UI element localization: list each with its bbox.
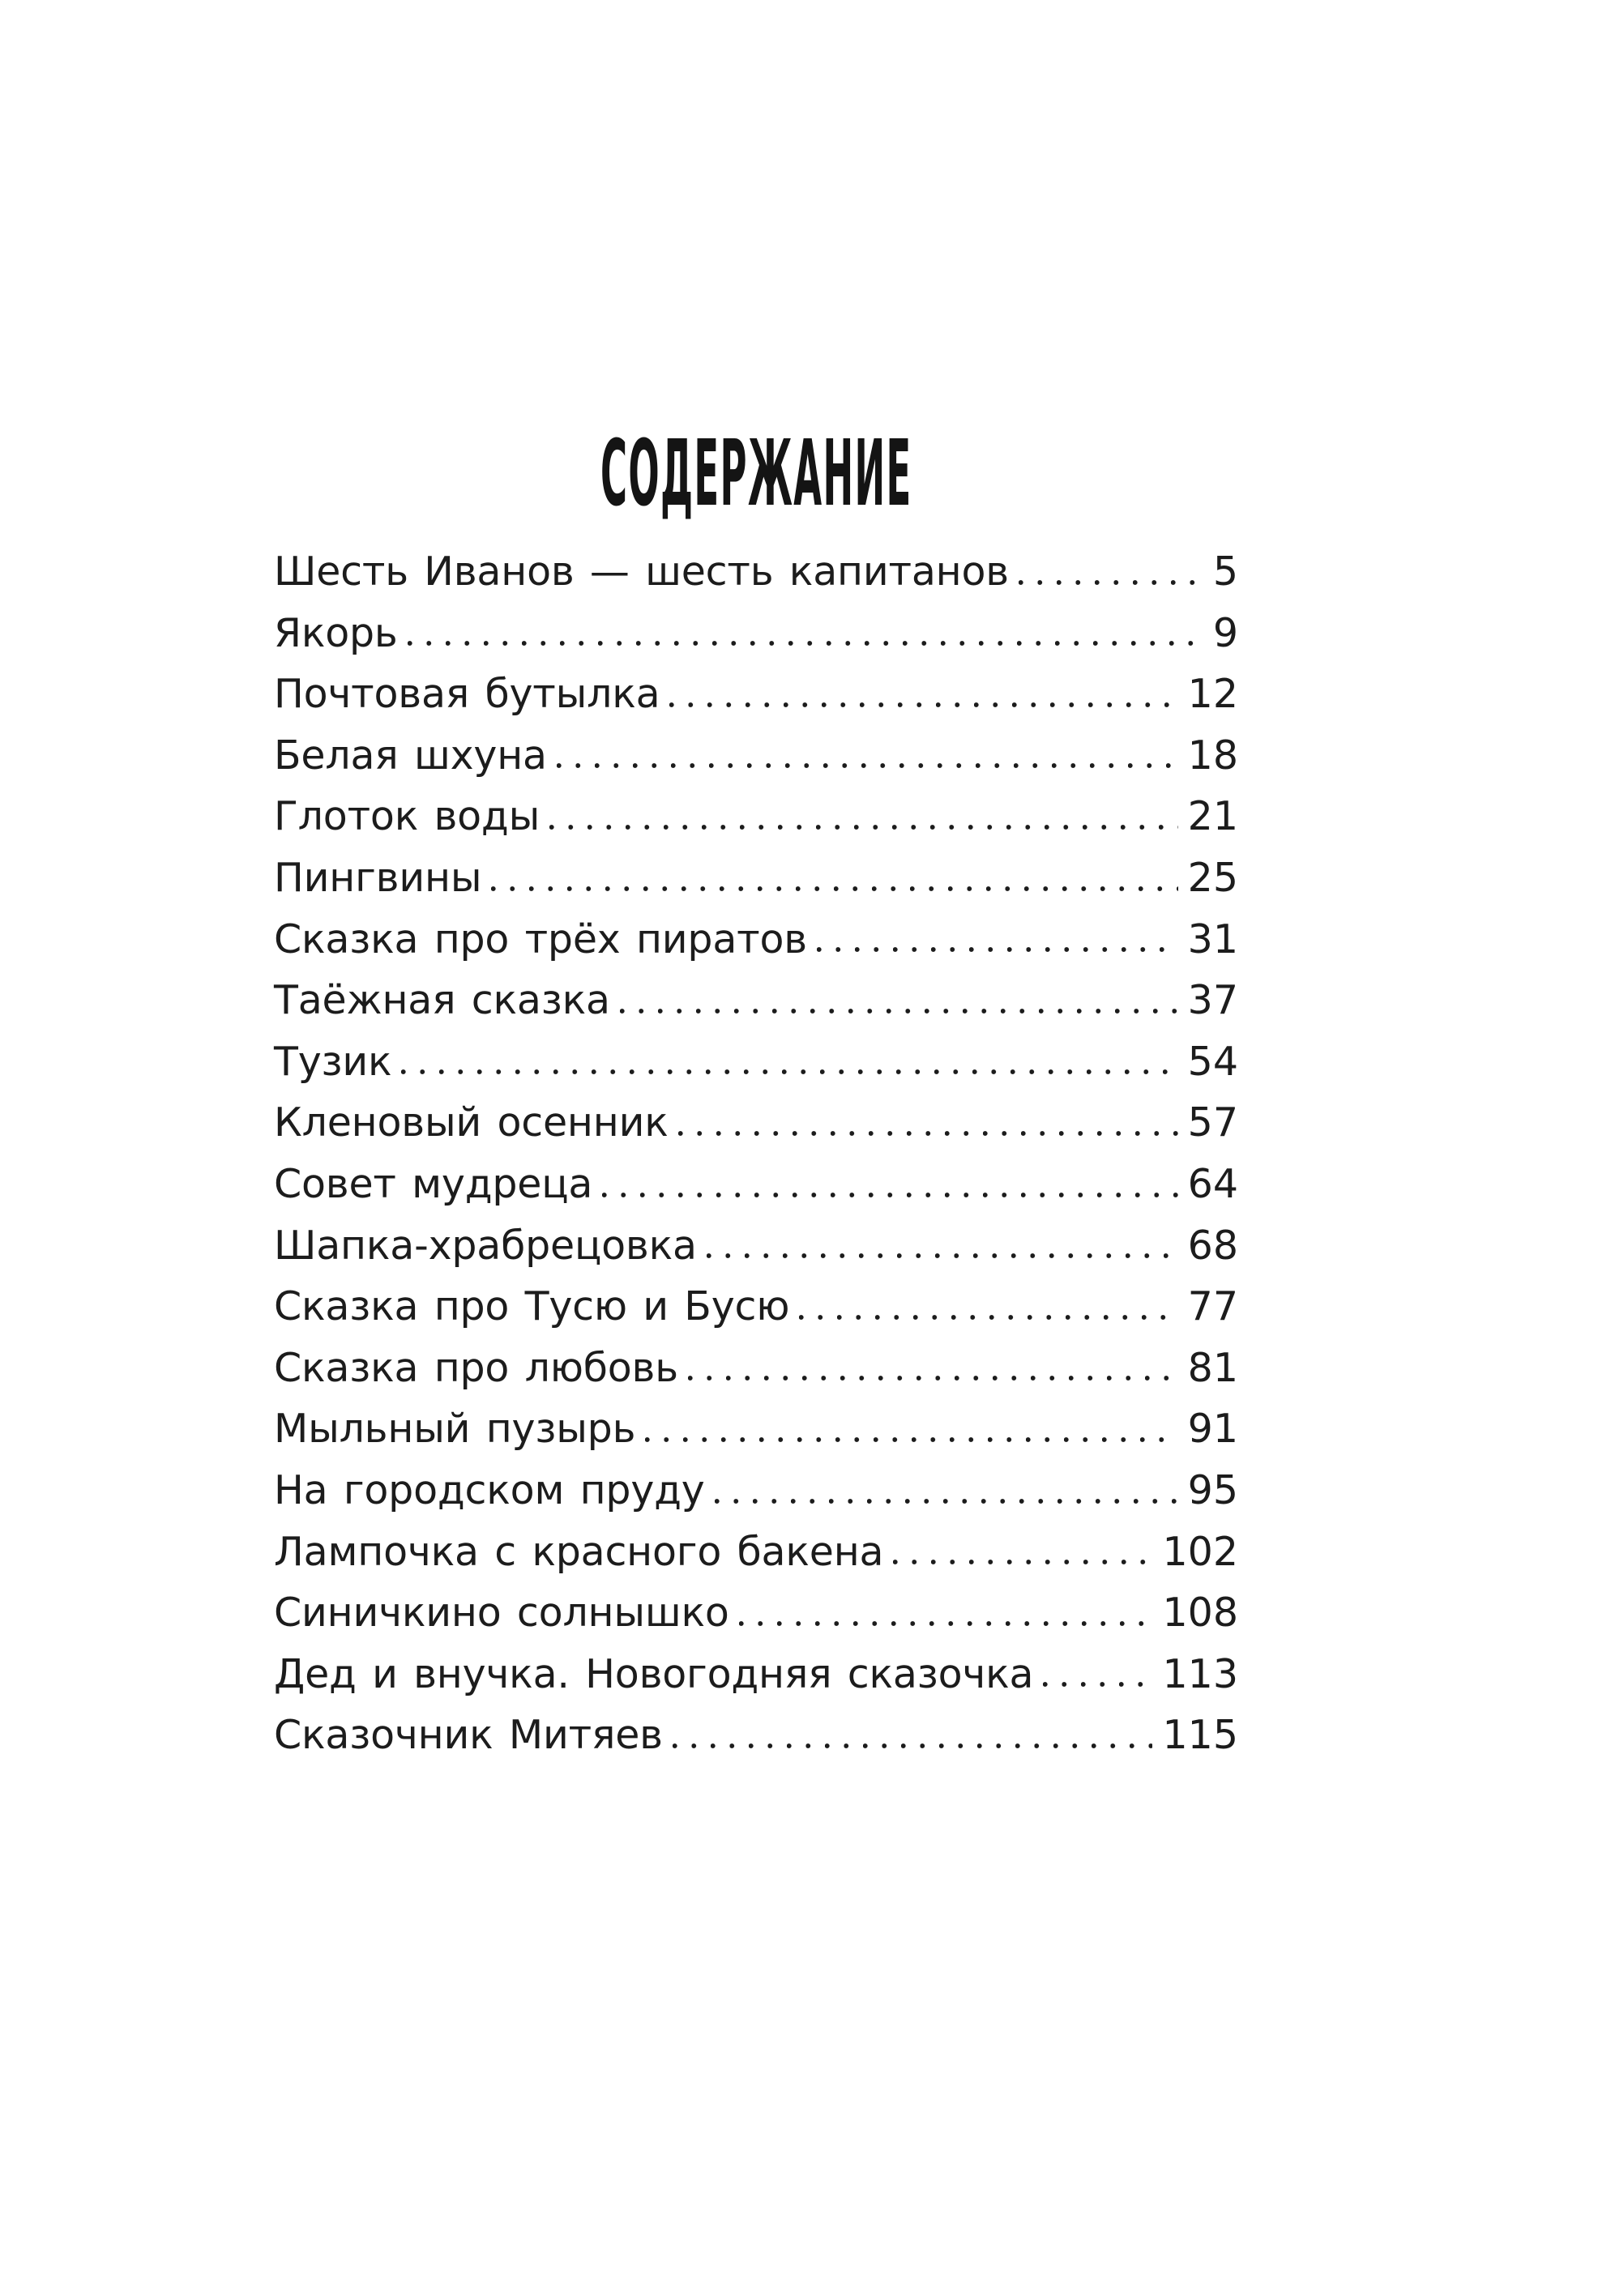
toc-entry-page: 21 — [1187, 793, 1238, 840]
toc-entry-title: Белая шхуна — [274, 732, 547, 779]
dot-leader — [883, 1521, 1162, 1583]
toc-entry-page: 95 — [1187, 1466, 1238, 1513]
dot-leader — [697, 1215, 1188, 1277]
toc-entry-page: 91 — [1187, 1406, 1238, 1453]
dot-leader — [1009, 541, 1213, 603]
toc-entry — [274, 786, 1238, 847]
dot-leader — [705, 1460, 1188, 1521]
toc-entry-page: 57 — [1187, 1099, 1238, 1146]
toc-entry-page: 54 — [1187, 1038, 1238, 1085]
toc-entry-page: 18 — [1187, 732, 1238, 779]
toc-entry-title: Тузик — [274, 1038, 392, 1085]
toc-entry — [274, 1398, 1238, 1460]
toc-entry — [274, 909, 1238, 971]
toc-entry-title: Таёжная сказка — [274, 977, 610, 1024]
toc-entry-page: 81 — [1187, 1344, 1238, 1391]
dot-leader — [1033, 1644, 1162, 1705]
toc-entry-title: Совет мудреца — [274, 1160, 593, 1207]
toc-entry-title: Дед и внучка. Новогодняя сказочка — [274, 1650, 1034, 1697]
toc-entry — [274, 1215, 1238, 1277]
toc-entry-page: 5 — [1212, 548, 1238, 595]
toc-entry-title: На городском пруду — [274, 1466, 705, 1513]
page-title — [274, 420, 1238, 527]
toc-entry — [274, 1521, 1238, 1583]
toc-entry-title: Кленовый осенник — [274, 1099, 669, 1146]
toc-entry-page: 64 — [1187, 1160, 1238, 1207]
toc-entry-page: 12 — [1187, 671, 1238, 718]
toc-entry — [274, 1460, 1238, 1521]
toc-entry — [274, 1705, 1238, 1766]
dot-leader — [669, 1092, 1188, 1154]
toc-entry-title: Сказка про любовь — [274, 1344, 678, 1391]
dot-leader — [729, 1582, 1163, 1644]
dot-leader — [391, 1031, 1187, 1093]
toc-entry-title: Глоток воды — [274, 793, 540, 840]
toc-entry-page: 31 — [1187, 915, 1238, 962]
dot-leader — [660, 664, 1187, 725]
toc-entry-page: 102 — [1162, 1528, 1238, 1575]
toc-entry — [274, 664, 1238, 725]
toc-entry-title: Шапка-храбрецовка — [274, 1222, 697, 1269]
page-title-text: СОДЕРЖАНИЕ — [600, 420, 912, 527]
toc-entry-page: 9 — [1212, 609, 1238, 656]
toc-entry — [274, 847, 1238, 909]
toc-entry — [274, 541, 1238, 603]
toc-entry-page: 77 — [1187, 1283, 1238, 1330]
dot-leader — [789, 1276, 1187, 1338]
dot-leader — [807, 909, 1188, 971]
toc-entry — [274, 1582, 1238, 1644]
toc-entry-title: Сказка про трёх пиратов — [274, 915, 807, 962]
dot-leader — [540, 786, 1188, 847]
toc-entry-title: Пингвины — [274, 854, 482, 901]
toc-entry — [274, 725, 1238, 787]
toc-entry-title: Якорь — [274, 609, 398, 656]
toc-entry-page: 108 — [1162, 1590, 1238, 1637]
toc-list — [274, 541, 1238, 1766]
toc-entry — [274, 1154, 1238, 1215]
toc-entry-page: 25 — [1187, 854, 1238, 901]
toc-entry — [274, 1276, 1238, 1338]
dot-leader — [398, 603, 1213, 664]
dot-leader — [481, 847, 1187, 909]
toc-entry — [274, 1644, 1238, 1705]
toc-entry — [274, 1092, 1238, 1154]
toc-entry — [274, 970, 1238, 1031]
toc-entry-title: Сказка про Тусю и Бусю — [274, 1283, 790, 1330]
dot-leader — [635, 1398, 1187, 1460]
toc-entry-title: Шесть Иванов — шесть капитанов — [274, 548, 1009, 595]
toc-entry — [274, 1338, 1238, 1399]
toc-entry-page: 115 — [1162, 1712, 1238, 1759]
toc-entry — [274, 1031, 1238, 1093]
toc-entry-page: 37 — [1187, 977, 1238, 1024]
toc-entry-title: Мыльный пузырь — [274, 1406, 636, 1453]
toc-entry-page: 68 — [1187, 1222, 1238, 1269]
dot-leader — [592, 1154, 1187, 1215]
dot-leader — [678, 1338, 1188, 1399]
toc-entry — [274, 603, 1238, 664]
dot-leader — [610, 970, 1188, 1031]
toc-entry-title: Сказочник Митяев — [274, 1712, 663, 1759]
toc-entry-title: Синичкино солнышко — [274, 1590, 729, 1637]
dot-leader — [547, 725, 1188, 787]
toc-entry-page: 113 — [1162, 1650, 1238, 1697]
toc-entry-title: Лампочка с красного бакена — [274, 1528, 884, 1575]
dot-leader — [663, 1705, 1163, 1766]
toc-entry-title: Почтовая бутылка — [274, 671, 660, 718]
